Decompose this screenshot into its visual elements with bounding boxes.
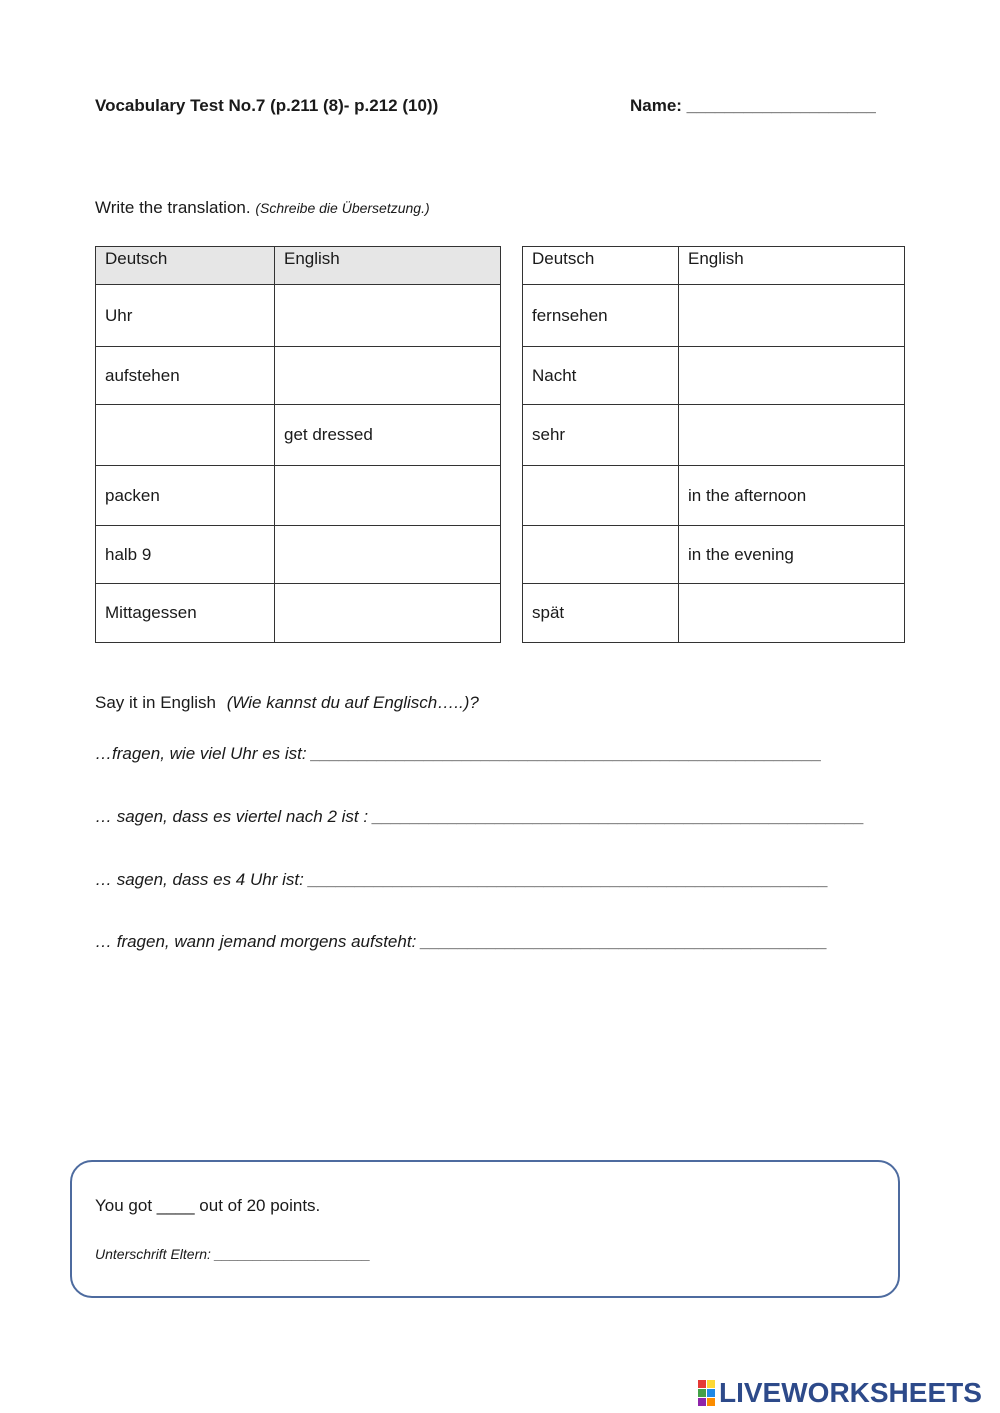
score-text: You got ____ out of 20 points. [95, 1196, 321, 1215]
table-row [96, 405, 501, 466]
liveworksheets-logo [698, 1377, 982, 1409]
instruction-text: Write the translation. [95, 198, 251, 217]
say-it-heading [95, 693, 479, 713]
english-cell[interactable] [679, 405, 905, 466]
table-row [96, 584, 501, 643]
table-row [523, 466, 905, 526]
english-cell[interactable] [275, 285, 501, 347]
logo-square [698, 1380, 706, 1388]
answer-line[interactable]: … fragen, wann jemand morgens aufsteht: ___________________________________________ [95, 932, 828, 951]
logo-square [698, 1389, 706, 1397]
english-cell[interactable] [679, 347, 905, 405]
deutsch-cell[interactable]: fernsehen [523, 285, 679, 347]
logo-square [698, 1398, 706, 1406]
say-heading-hint: (Wie kannst du auf Englisch…..)? [226, 693, 479, 712]
english-cell[interactable]: in the evening [679, 526, 905, 584]
deutsch-cell[interactable]: spät [523, 584, 679, 643]
deutsch-cell[interactable]: aufstehen [96, 347, 275, 405]
table-header-row [96, 247, 501, 285]
translation-instruction [95, 198, 430, 218]
table-row [96, 466, 501, 526]
deutsch-cell[interactable]: Mittagessen [96, 584, 275, 643]
english-cell[interactable] [275, 347, 501, 405]
deutsch-cell[interactable]: halb 9 [96, 526, 275, 584]
column-header-english: English [275, 247, 501, 285]
table-header-row [523, 247, 905, 285]
test-title: Vocabulary Test No.7 (p.211 (8)- p.212 (10)) [95, 96, 439, 115]
logo-text: LIVEWORKSHEETS [719, 1377, 982, 1408]
english-cell[interactable] [679, 285, 905, 347]
deutsch-cell[interactable] [96, 405, 275, 466]
english-cell[interactable]: in the afternoon [679, 466, 905, 526]
table-row [523, 584, 905, 643]
table-row [523, 347, 905, 405]
deutsch-cell[interactable]: sehr [523, 405, 679, 466]
table-row [96, 285, 501, 347]
table-row [96, 526, 501, 584]
english-cell[interactable] [275, 526, 501, 584]
logo-square [707, 1389, 715, 1397]
column-header-deutsch: Deutsch [523, 247, 679, 285]
vocab-table-left [95, 246, 501, 643]
answer-line[interactable]: …fragen, wie viel Uhr es ist: ______________________________________________________ [95, 744, 822, 763]
logo-square [707, 1380, 715, 1388]
table-row [523, 285, 905, 347]
english-cell[interactable]: get dressed [275, 405, 501, 466]
english-cell[interactable] [275, 466, 501, 526]
deutsch-cell[interactable]: Nacht [523, 347, 679, 405]
column-header-deutsch: Deutsch [96, 247, 275, 285]
vocab-table-right [522, 246, 905, 643]
answer-line[interactable]: … sagen, dass es viertel nach 2 ist : ____________________________________________________ [95, 807, 865, 826]
say-heading-text: Say it in English [95, 693, 216, 712]
deutsch-cell[interactable]: Uhr [96, 285, 275, 347]
table-row [523, 526, 905, 584]
name-field[interactable]: Name: ____________________ [630, 96, 876, 115]
deutsch-cell[interactable]: packen [96, 466, 275, 526]
parent-signature-line: Unterschrift Eltern: ____________________ [95, 1246, 371, 1262]
column-header-english: English [679, 247, 905, 285]
deutsch-cell[interactable] [523, 526, 679, 584]
english-cell[interactable] [679, 584, 905, 643]
english-cell[interactable] [275, 584, 501, 643]
deutsch-cell[interactable] [523, 466, 679, 526]
table-row [96, 347, 501, 405]
answer-line[interactable]: … sagen, dass es 4 Uhr ist: _______________________________________________________ [95, 870, 829, 889]
logo-square [707, 1398, 715, 1406]
logo-icon [698, 1380, 715, 1406]
instruction-hint: (Schreibe die Übersetzung.) [255, 200, 430, 216]
table-row [523, 405, 905, 466]
score-box [70, 1160, 900, 1298]
